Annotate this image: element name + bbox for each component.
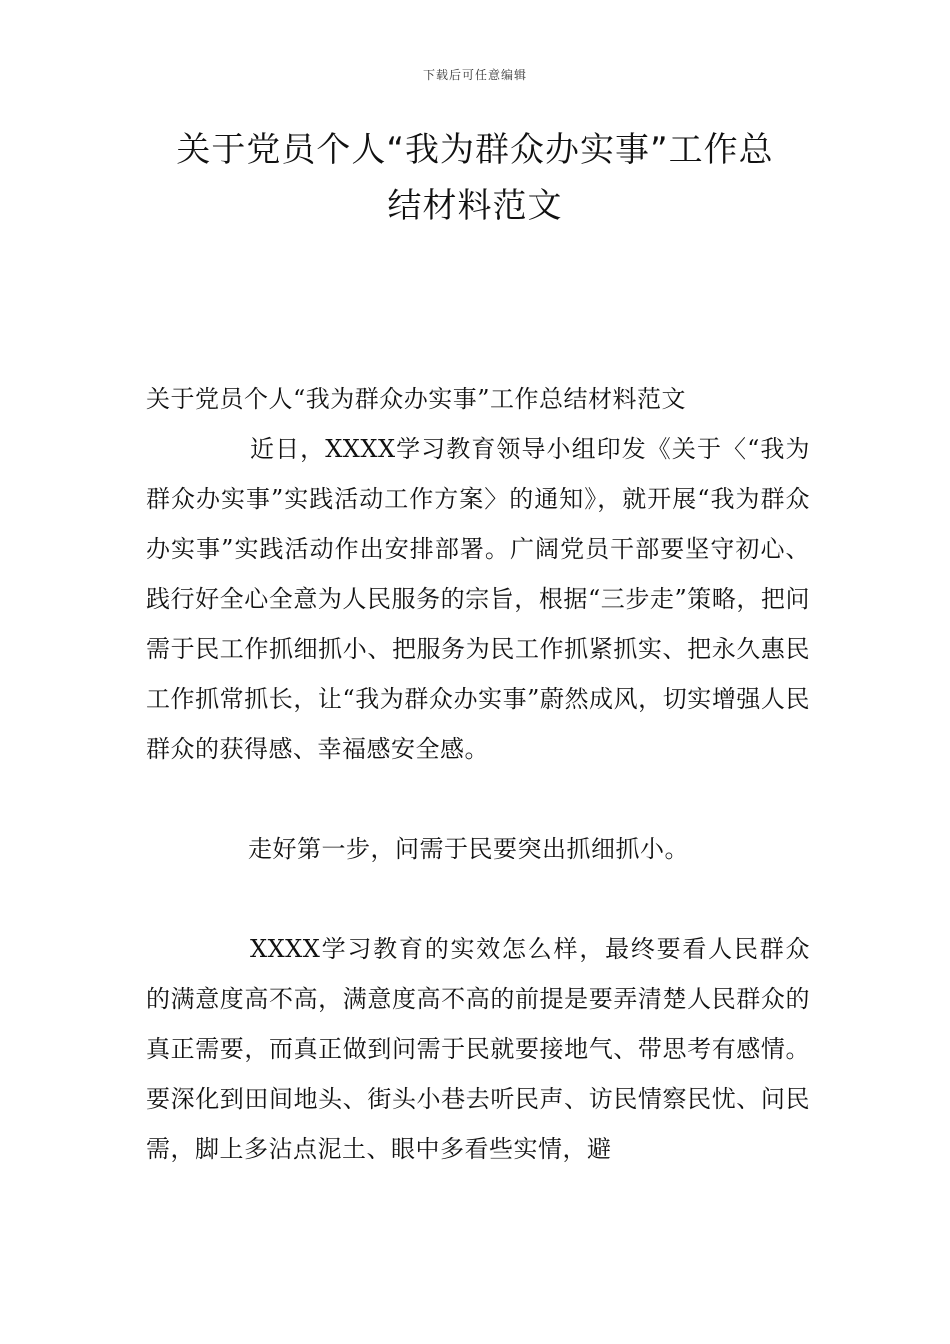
page-title-line-1: 关于党员个人“我为群众办实事”工作总 <box>176 130 774 170</box>
document-body <box>146 374 810 1174</box>
paragraph-intro: 近日，XXXX学习教育领导小组印发《关于〈“我为群众办实事”实践活动工作方案〉的通知》，就开展“我为群众办实事”实践活动作出安排部署。广阔党员干部要坚守初心、践行好全心全意为人民服务的宗旨，根据“三步走”策略，把问需于民工作抓细抓小、把服务为民工作抓紧抓实、把永久惠民工作抓常抓长，让“我为群众办实事”蔚然成风，切实增强人民群众的获得感、幸福感安全感。 <box>146 435 810 763</box>
page-title <box>140 122 810 234</box>
document-title-line: 关于党员个人“我为群众办实事”工作总结材料范文 <box>146 385 687 413</box>
page-title-line-2: 结材料范文 <box>387 186 563 226</box>
section-heading: 走好第一步，问需于民要突出抓细抓小。 <box>248 835 689 863</box>
paragraph-step-one: XXXX学习教育的实效怎么样，最终要看人民群众的满意度高不高，满意度高不高的前提是要弄清楚人民群众的真正需要，而真正做到问需于民就要接地气、带思考有感情。要深化到田间地头、街头小巷去听民声、访民情察民忧、问民需，脚上多沾点泥土、眼中多看些实情，避 <box>146 935 810 1163</box>
header-note: 下载后可任意编辑 <box>422 68 527 82</box>
